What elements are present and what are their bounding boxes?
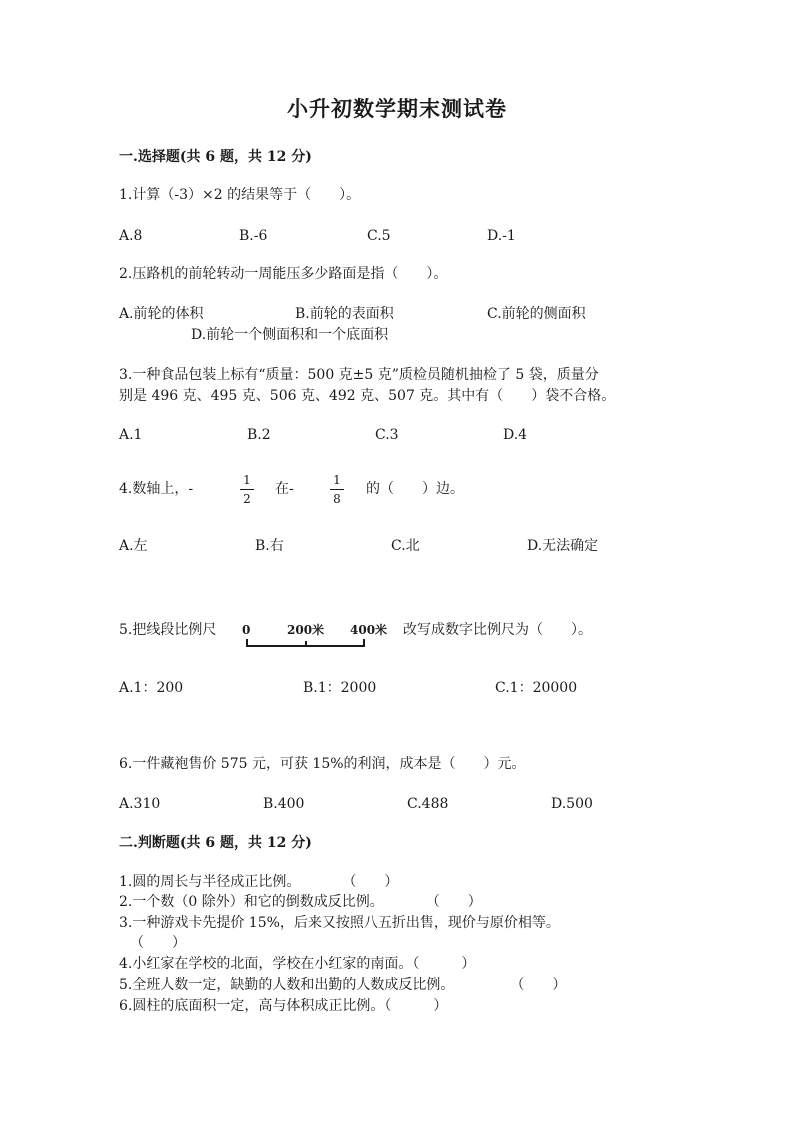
q4-option-d: D.无法确定	[527, 538, 599, 554]
tf-item-6: 6.圆柱的底面积一定，高与体积成正比例。（ ）	[119, 998, 448, 1014]
tf-item-3: 3.一种游戏卡先提价 15%，后来又按照八五折出售，现价与原价相等。	[119, 915, 560, 931]
fraction-numerator: 1	[333, 473, 341, 487]
fraction-bar	[240, 489, 254, 490]
q4-option-a: A.左	[119, 538, 148, 554]
fraction-one-half	[240, 473, 254, 506]
question-4-prefix: 4.数轴上，-	[119, 481, 194, 497]
page-title: 小升初数学期末测试卷	[287, 96, 507, 121]
fraction-one-eighth	[330, 473, 344, 506]
q2-option-a: A.前轮的体积	[119, 306, 204, 322]
q3-option-a: A.1	[119, 427, 143, 443]
fraction-denominator: 2	[243, 492, 251, 506]
q6-option-d: D.500	[551, 796, 593, 812]
question-4-suffix: 的（ ）边。	[366, 481, 464, 497]
q1-option-c: C.5	[367, 228, 391, 244]
q6-option-b: B.400	[263, 796, 305, 812]
tf-item-5: 5.全班人数一定，缺勤的人数和出勤的人数成反比例。 （ ）	[119, 977, 567, 993]
q1-option-a: A.8	[119, 228, 143, 244]
question-5-suffix: 改写成数字比例尺为（ ）。	[403, 622, 592, 638]
tf-item-3-answer: （ ）	[130, 935, 186, 951]
q5-option-c: C.1：20000	[495, 680, 578, 696]
fraction-denominator: 8	[333, 492, 341, 506]
scale-label-0: 0	[242, 623, 251, 637]
q2-option-b: B.前轮的表面积	[295, 306, 394, 322]
q5-option-b: B.1：2000	[303, 680, 377, 696]
q3-option-b: B.2	[247, 427, 271, 443]
question-4-middle: 在-	[275, 481, 294, 497]
question-1: 1.计算（-3）×2 的结果等于（ ）。	[119, 187, 361, 203]
scale-tick-right	[363, 639, 365, 647]
q4-option-c: C.北	[391, 538, 420, 554]
tf-item-2: 2.一个数（0 除外）和它的倒数成反比例。 （ ）	[119, 894, 482, 910]
scale-label-400m: 400米	[350, 623, 388, 637]
fraction-bar	[330, 489, 344, 490]
tf-item-4: 4.小红家在学校的北面，学校在小红家的南面。（ ）	[119, 956, 476, 972]
q6-option-c: C.488	[407, 796, 449, 812]
scale-tick-left	[246, 639, 248, 647]
scale-label-200m: 200米	[287, 623, 325, 637]
q3-option-d: D.4	[503, 427, 528, 443]
section-heading-choice: 一.选择题(共 6 题，共 12 分)	[119, 149, 312, 165]
fraction-numerator: 1	[243, 473, 251, 487]
tf-item-1: 1.圆的周长与半径成正比例。 （ ）	[119, 874, 399, 890]
question-5-prefix: 5.把线段比例尺	[119, 622, 217, 638]
question-2: 2.压路机的前轮转动一周能压多少路面是指（ ）。	[119, 266, 448, 282]
q4-option-b: B.右	[255, 538, 284, 554]
question-3-line-1: 3.一种食品包装上标有“质量：500 克±5 克”质检员随机抽检了 5 袋，质量分	[119, 367, 599, 383]
q1-option-b: B.-6	[239, 228, 268, 244]
scale-tick-middle	[305, 641, 307, 647]
q5-option-a: A.1：200	[119, 680, 184, 696]
q6-option-a: A.310	[119, 796, 161, 812]
q1-option-d: D.-1	[487, 228, 516, 244]
section-heading-true-false: 二.判断题(共 6 题，共 12 分)	[119, 835, 312, 851]
q2-option-d: D.前轮一个侧面积和一个底面积	[191, 327, 389, 343]
question-6: 6.一件藏袍售价 575 元，可获 15%的利润，成本是（ ）元。	[119, 756, 526, 772]
q3-option-c: C.3	[375, 427, 399, 443]
question-3-line-2: 别是 496 克、495 克、506 克、492 克、507 克。其中有（ ）袋不合格。	[119, 388, 616, 404]
q2-option-c: C.前轮的侧面积	[487, 306, 586, 322]
